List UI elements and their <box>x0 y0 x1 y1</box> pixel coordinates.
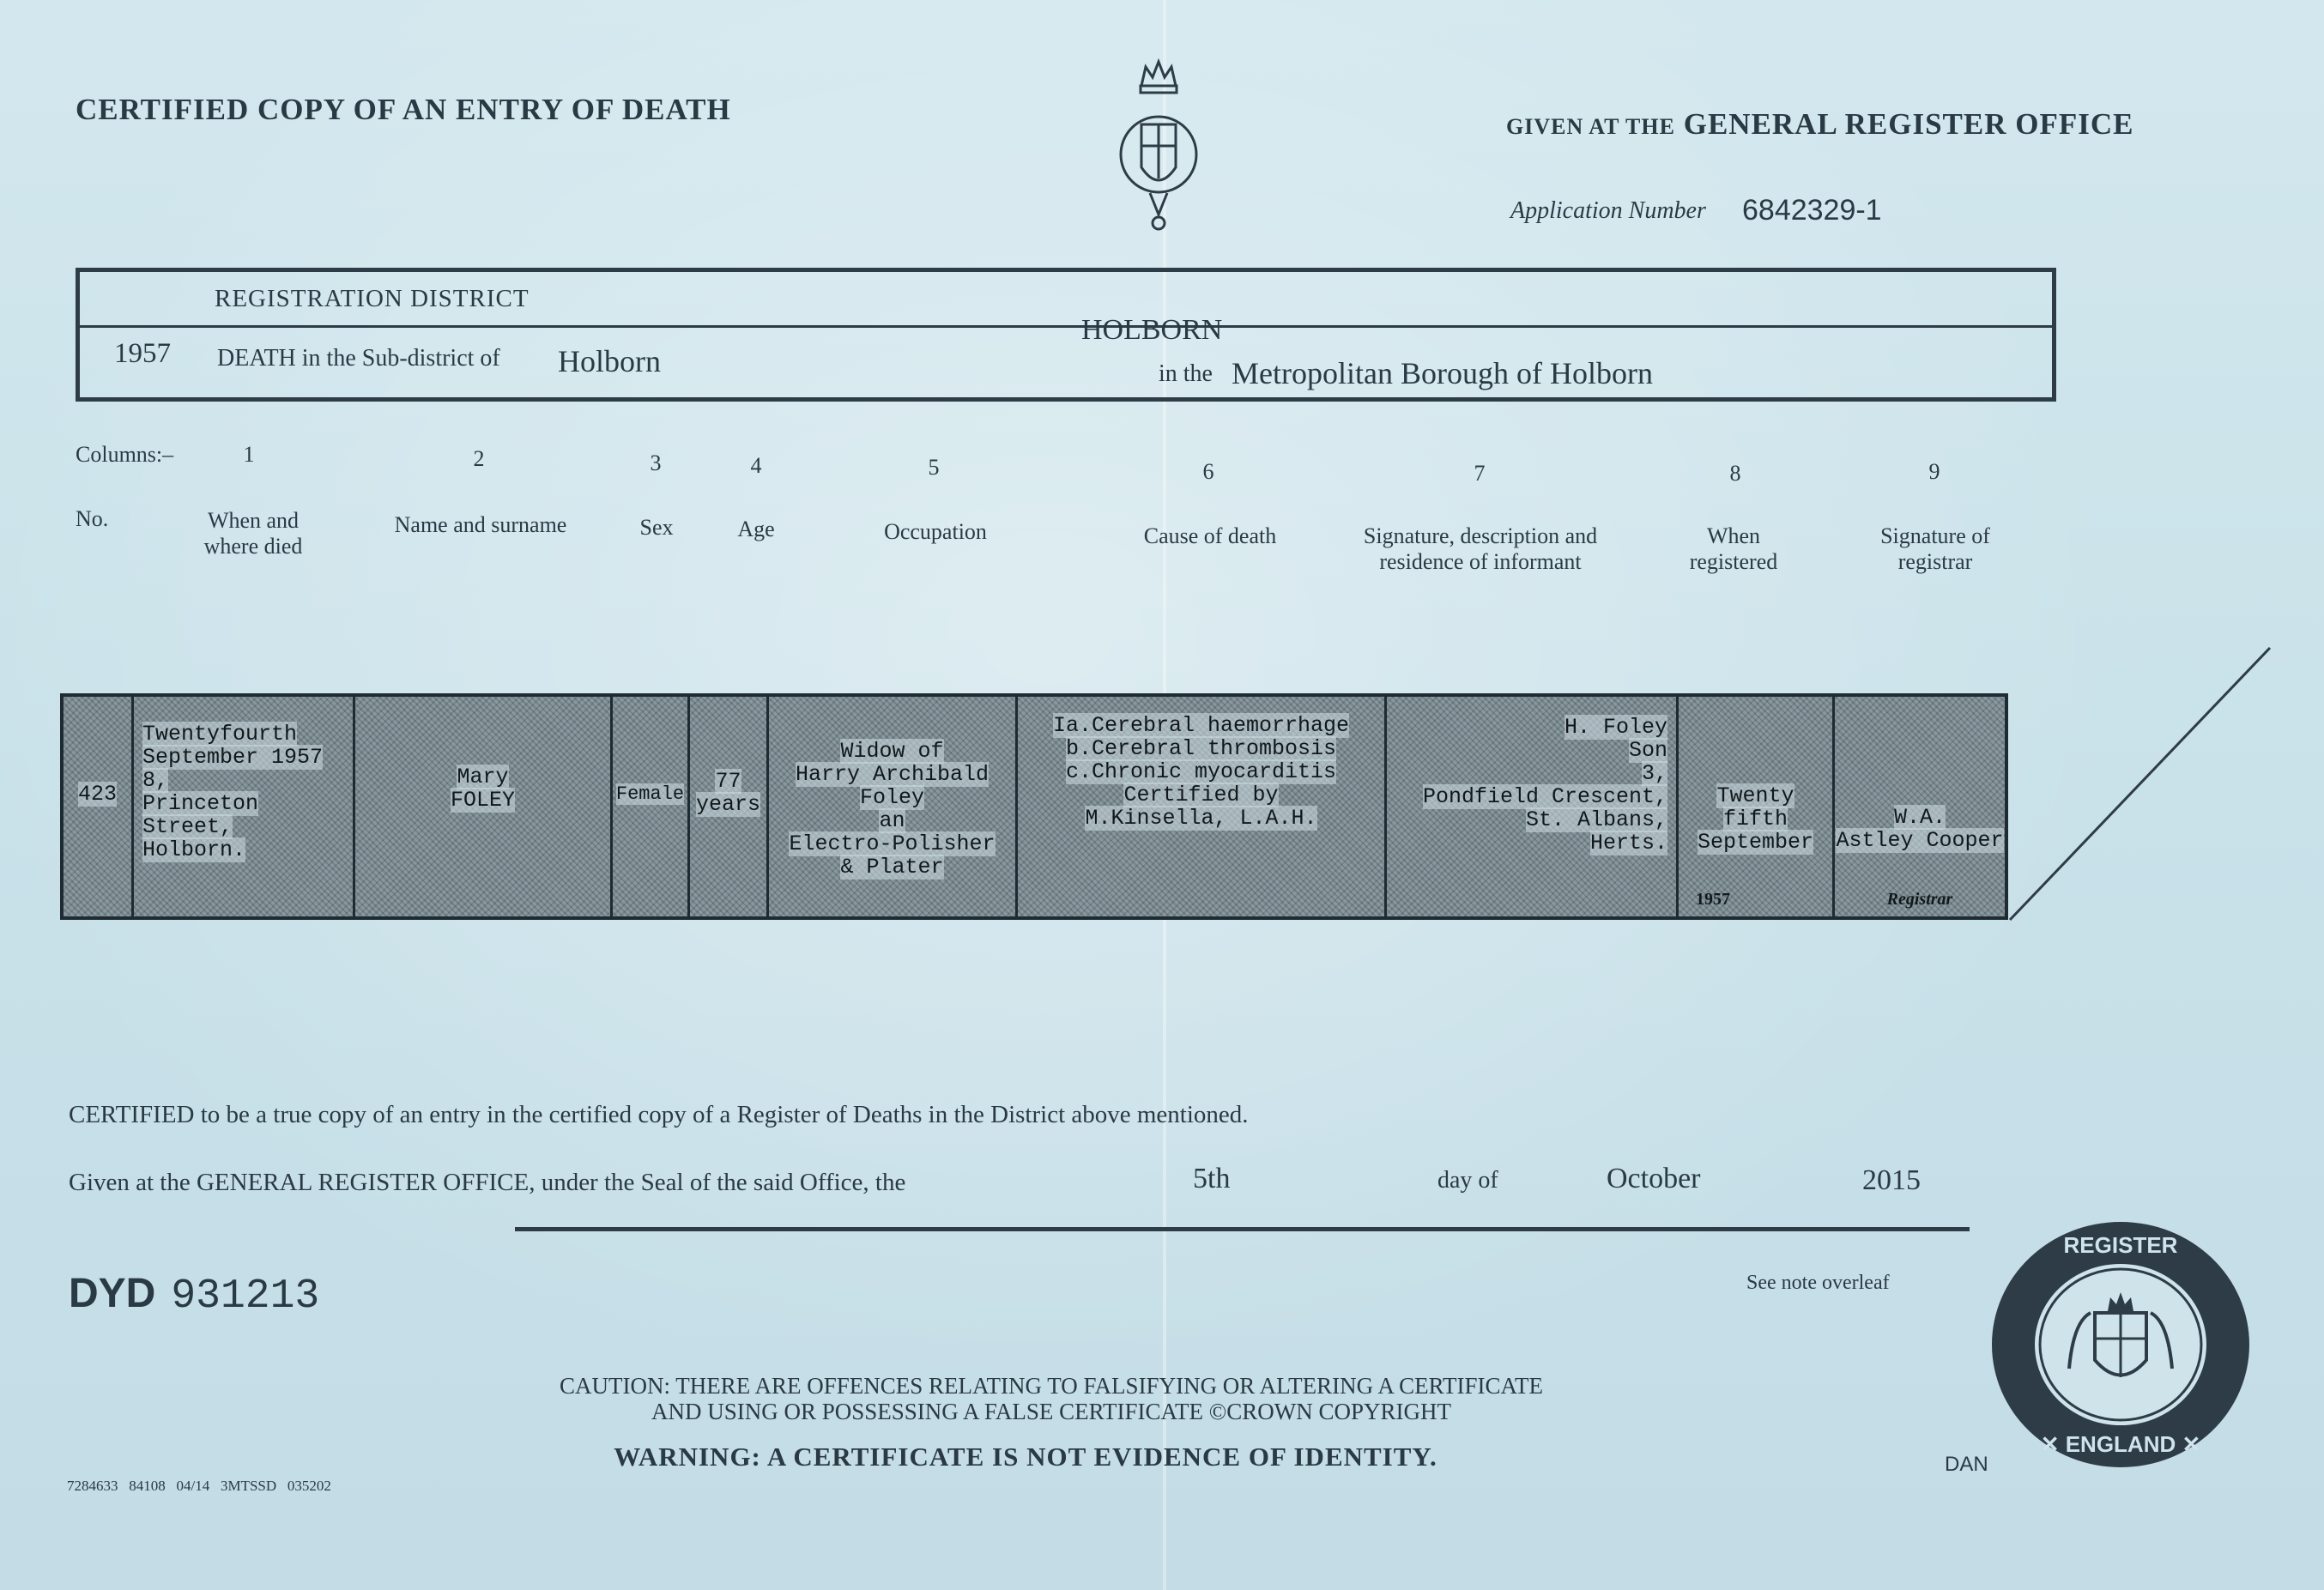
entry-occupation: Widow of Harry Archibald Foley an Electro-Polisher & Plater <box>769 697 1018 916</box>
general-register-office-label: GENERAL REGISTER OFFICE <box>1683 107 2134 141</box>
entry-age: 77 years <box>690 697 769 916</box>
certificate-title: CERTIFIED COPY OF AN ENTRY OF DEATH <box>76 93 731 126</box>
entry-cause-of-death: Ia.Cerebral haemorrhage b.Cerebral thrombosis c.Chronic myocarditis Certified by M.Kinsella, L.A.H. <box>1018 697 1387 916</box>
column-number-9: 9 <box>1928 459 1940 484</box>
column-number-3: 3 <box>650 450 662 475</box>
header-name-surname: Name and surname <box>394 512 567 537</box>
registration-district-label: REGISTRATION DISTRICT <box>215 285 530 312</box>
certified-year: 2015 <box>1862 1164 1921 1196</box>
column-number-8: 8 <box>1729 461 1741 486</box>
registration-year: 1957 <box>114 338 171 369</box>
death-subdistrict-label: DEATH in the Sub-district of <box>217 345 500 372</box>
entry-sex: Female <box>613 697 690 916</box>
column-number-7: 7 <box>1474 461 1486 486</box>
given-at-label: GIVEN AT THE <box>1506 114 1675 139</box>
entry-informant: H. Foley Son 3, Pondfield Crescent, St. Albans, Herts. <box>1387 697 1679 916</box>
borough-value: Metropolitan Borough of Holborn <box>1232 356 1653 390</box>
column-number-2: 2 <box>473 446 485 471</box>
certified-day: 5th <box>1193 1163 1231 1194</box>
registration-district-value: HOLBORN <box>1081 314 1223 346</box>
header-when-registered: When registered <box>1689 523 1778 574</box>
application-number-label: Application Number <box>1510 197 1706 224</box>
given-statement: Given at the GENERAL REGISTER OFFICE, under the Seal of the said Office, the <box>69 1169 906 1196</box>
print-codes: 7284633 84108 04/14 3MTSSD 035202 <box>67 1478 331 1494</box>
serial-number <box>69 1270 319 1320</box>
header-age: Age <box>737 517 775 541</box>
entry-registered-year: 1957 <box>1696 890 1730 909</box>
entry-when-registered: Twenty fifth September 1957 <box>1679 697 1835 916</box>
column-number-1: 1 <box>243 442 255 467</box>
application-number: 6842329-1 <box>1742 194 1882 227</box>
entry-row <box>60 693 2008 920</box>
serial-prefix: DYD <box>69 1271 156 1316</box>
certified-month: October <box>1607 1163 1701 1194</box>
sub-district-value: Holborn <box>558 344 661 378</box>
header-when-where-died: When and where died <box>203 508 303 559</box>
column-number-5: 5 <box>928 455 940 480</box>
entry-number: 423 <box>64 697 134 916</box>
entry-name: Mary FOLEY <box>355 697 613 916</box>
entry-registrar: W.A. Astley Cooper Registrar <box>1835 697 2005 916</box>
svg-text:REGISTER: REGISTER <box>2063 1232 2178 1258</box>
caution-line-1: CAUTION: THERE ARE OFFENCES RELATING TO FALSIFYING OR ALTERING A CERTIFICATE <box>560 1373 1543 1399</box>
column-number-4: 4 <box>750 453 762 478</box>
identity-warning: WARNING: A CERTIFICATE IS NOT EVIDENCE OF IDENTITY. <box>614 1442 1437 1472</box>
entry-registrar-title: Registrar <box>1886 890 1953 909</box>
header-sex: Sex <box>639 515 674 540</box>
serial-digits: 931213 <box>171 1273 320 1320</box>
caution-notice <box>493 1373 1609 1424</box>
certified-statement: CERTIFIED to be a true copy of an entry in the certified copy of a Register of Deaths in the District above mentioned. <box>69 1101 1249 1128</box>
caution-line-2: AND USING OR POSSESSING A FALSE CERTIFICATE ©CROWN COPYRIGHT <box>651 1399 1451 1424</box>
given-at-header <box>1506 107 2134 142</box>
see-note-overleaf: See note overleaf <box>1746 1272 1890 1294</box>
header-occupation: Occupation <box>884 519 987 544</box>
general-register-office-seal-icon <box>1988 1218 2254 1472</box>
royal-crest-icon <box>1111 51 1206 240</box>
header-informant: Signature, description and residence of informant <box>1363 523 1598 574</box>
header-registrar-signature: Signature of registrar <box>1880 523 1990 574</box>
issuer-initials: DAN <box>1945 1453 1988 1476</box>
columns-label: Columns:– <box>76 442 174 467</box>
in-the-label: in the <box>1159 360 1213 387</box>
column-number-6: 6 <box>1202 459 1214 484</box>
header-no: No. <box>76 506 109 531</box>
svg-text:✕ ENGLAND ✕: ✕ ENGLAND ✕ <box>2040 1431 2201 1457</box>
entry-when-where: Twentyfourth September 1957 8, Princeton Street, Holborn. <box>134 697 355 916</box>
cancellation-diagonal-line <box>2008 644 2274 927</box>
signature-rule <box>515 1227 1970 1231</box>
header-cause-of-death: Cause of death <box>1143 523 1277 548</box>
day-of-label: day of <box>1437 1167 1498 1194</box>
